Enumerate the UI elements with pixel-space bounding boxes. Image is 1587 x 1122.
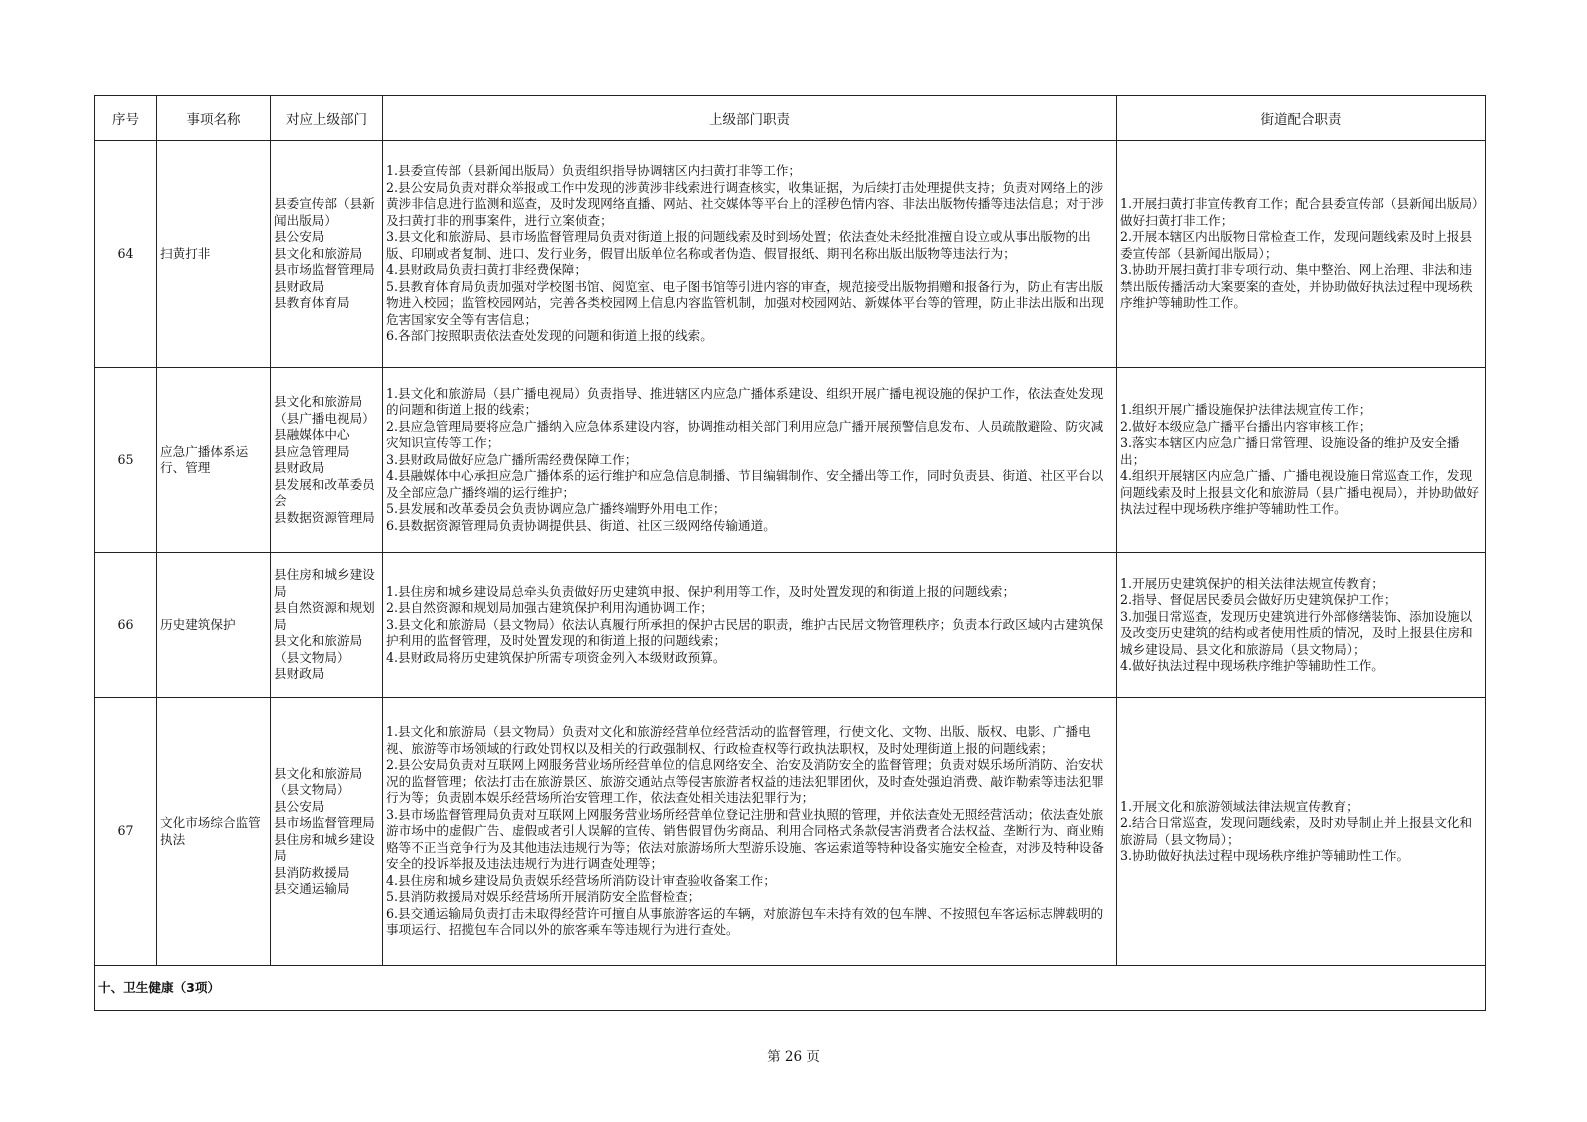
duty-item: 6.县交通运输局负责打击未取得经营许可擅自从事旅游客运的车辆，对旅游包车未持有效的包车牌、不按照包车客运标志牌载明的事项运行、招揽包车合同以外的旅客乘车等违规行为进行查处。 xyxy=(386,905,1104,938)
duty-item: 6.各部门按照职责依法查处发现的问题和街道上报的线索。 xyxy=(386,328,713,344)
header-row xyxy=(95,96,1486,141)
item-name: 文化市场综合监管执法 xyxy=(157,698,271,966)
header-name: 事项名称 xyxy=(157,96,271,141)
coop-item: 1.开展扫黄打非宣传教育工作；配合县委宣传部（县新闻出版局）做好扫黄打非工作； xyxy=(1120,196,1479,228)
table-row xyxy=(95,553,1486,698)
duty-item: 5.县消防救援局对娱乐经营场所开展消防安全监督检查； xyxy=(386,889,701,905)
item-name: 扫黄打非 xyxy=(157,141,271,368)
coop-cell xyxy=(1117,368,1486,553)
duty-item: 3.县市场监督管理局负责对互联网上网服务营业场所经营单位登记注册和营业执照的管理，并依法查处无照经营活动；依法查处旅游市场中的虚假广告、虚假或者引人误解的宣传、销售假冒伪劣商品、利用合同格式条款侵害消费者合法权益、垄断行为、商业贿赂等不正当竞争行为及其他违法违规行为等；依法对旅游场所大型游乐设施、客运索道等特种设备实施安全检查，对涉及特种设备安全的投诉举报及违法违规行为进行调查处理等； xyxy=(386,806,1104,872)
row-number: 66 xyxy=(95,553,157,698)
coop-item: 1.开展历史建筑保护的相关法律法规宣传教育； xyxy=(1120,575,1384,591)
duty-cell xyxy=(383,698,1117,966)
header-no: 序号 xyxy=(95,96,157,141)
header-coop: 街道配合职责 xyxy=(1117,96,1486,141)
duty-item: 2.县应急管理局要将应急广播纳入应急体系建设内容，协调推动相关部门利用应急广播开展预警信息发布、人员疏散避险、防灾减灾知识宣传等工作； xyxy=(386,418,1104,451)
header-duty: 上级部门职责 xyxy=(383,96,1117,141)
duty-item: 1.县住房和城乡建设局总牵头负责做好历史建筑申报、保护利用等工作，及时处置发现的和街道上报的问题线索； xyxy=(386,583,1016,599)
dept-list: 县住房和城乡建设局 县自然资源和规划局 县文化和旅游局（县文物局） 县财政局 xyxy=(271,553,383,698)
duty-cell xyxy=(383,141,1117,368)
coop-item: 1.组织开展广播设施保护法律法规宣传工作； xyxy=(1120,402,1372,418)
duty-item: 6.县数据资源管理局负责协调提供县、街道、社区三级网络传输通道。 xyxy=(386,517,776,533)
duty-item: 4.县融媒体中心承担应急广播体系的运行维护和应急信息制播、节目编辑制作、安全播出等工作，同时负责县、街道、社区平台以及全部应急广播终端的运行维护； xyxy=(386,468,1104,500)
table-row xyxy=(95,698,1486,966)
header-dept: 对应上级部门 xyxy=(271,96,383,141)
row-number: 67 xyxy=(95,698,157,966)
coop-cell xyxy=(1117,141,1486,368)
dept-list: 县文化和旅游局（县文物局） 县公安局 县市场监督管理局 县住房和城乡建设局 县消防救援局 县交通运输局 xyxy=(271,698,383,966)
duty-item: 5.县发展和改革委员会负责协调应急广播终端野外用电工作； xyxy=(386,501,726,517)
coop-item: 2.结合日常巡查，发现问题线索，及时劝导制止并上报县文化和旅游局（县文物局）； xyxy=(1120,815,1473,847)
coop-item: 4.做好执法过程中现场秩序维护等辅助性工作。 xyxy=(1120,658,1384,673)
coop-item: 2.开展本辖区内出版物日常检查工作，发现问题线索及时上报县委宣传部（县新闻出版局）； xyxy=(1120,229,1473,261)
item-name: 应急广播体系运行、管理 xyxy=(157,368,271,553)
duty-table xyxy=(94,95,1486,1011)
coop-item: 1.开展文化和旅游领域法律法规宣传教育； xyxy=(1120,798,1359,814)
coop-cell xyxy=(1117,698,1486,966)
coop-item: 2.指导、督促居民委员会做好历史建筑保护工作； xyxy=(1120,592,1397,607)
coop-item: 3.协助开展扫黄打非专项行动、集中整治、网上治理、非法和违禁出版传播活动大案要案的查处，并协助做好执法过程中现场秩序维护等辅助性工作。 xyxy=(1120,262,1473,311)
duty-item: 3.县文化和旅游局（县文物局）依法认真履行所承担的保护古民居的职责，维护古民居文物管理秩序；负责本行政区域内古建筑保护利用的监督管理，及时处置发现的和街道上报的问题线索； xyxy=(386,616,1104,649)
coop-item: 3.落实本辖区内应急广播日常管理、设施设备的维护及安全播出； xyxy=(1120,435,1460,467)
section-row xyxy=(95,966,1486,1011)
duty-item: 4.县住房和城乡建设局负责娱乐经营场所消防设计审查验收备案工作； xyxy=(386,872,776,888)
page-number: 第 26 页 xyxy=(767,1049,820,1065)
duty-item: 4.县财政局负责扫黄打非经费保障； xyxy=(386,262,587,278)
duty-item: 5.县教育体育局负责加强对学校图书馆、阅览室、电子图书馆等引进内容的审查，规范接受出版物捐赠和报备行为，防止有害出版物进入校园；监管校园网站，完善各类校园网上信息内容监管机制，加强对校园网站、新媒体平台等的管理，防止非法出版和出现危害国家安全等有害信息； xyxy=(386,278,1104,327)
section-title: 十、卫生健康（3项） xyxy=(95,966,1486,1011)
row-number: 65 xyxy=(95,368,157,553)
duty-item: 1.县文化和旅游局（县广播电视局）负责指导、推进辖区内应急广播体系建设、组织开展广播电视设施的保护工作，依法查处发现的问题和街道上报的线索； xyxy=(386,385,1104,418)
dept-list: 县委宣传部（县新闻出版局） 县公安局 县文化和旅游局 县市场监督管理局 县财政局 县教育体育局 xyxy=(271,141,383,368)
coop-item: 2.做好本级应急广播平台播出内容审核工作； xyxy=(1120,418,1372,434)
table-row xyxy=(95,368,1486,553)
dept-list: 县文化和旅游局（县广播电视局） 县融媒体中心 县应急管理局 县财政局 县发展和改革委员会 县数据资源管理局 xyxy=(271,368,383,553)
duty-cell xyxy=(383,553,1117,698)
duty-item: 2.县公安局负责对互联网上网服务营业场所经营单位的信息网络安全、治安及消防安全的监督管理；负责对娱乐场所消防、治安状况的监督管理；依法打击在旅游景区、旅游交通站点等侵害旅游者权益的违法犯罪团伙，及时查处强迫消费、敲诈勒索等违法犯罪行为等；负责剧本娱乐经营场所治安管理工作，依法查处相关违法犯罪行为； xyxy=(386,757,1104,806)
row-number: 64 xyxy=(95,141,157,368)
duty-cell xyxy=(383,368,1117,553)
duty-item: 3.县文化和旅游局、县市场监督管理局负责对街道上报的问题线索及时到场处置；依法查处未经批准擅自设立或从事出版物的出版、印刷或者复制、进口、发行业务，假冒出版单位名称或者伪造、假冒报纸、期刊名称出版出版物等违法行为； xyxy=(386,229,1091,261)
coop-cell xyxy=(1117,553,1486,698)
duty-item: 2.县公安局负责对群众举报或工作中发现的涉黄涉非线索进行调查核实，收集证据，为后续打击处理提供支持；负责对网络上的涉黄涉非信息进行监测和巡查，及时发现网络直播、网站、社交媒体等平台上的淫秽色情内容、非法出版物传播等违法信息；对于涉及扫黄打非的刑事案件，进行立案侦查； xyxy=(386,179,1104,228)
item-name: 历史建筑保护 xyxy=(157,553,271,698)
coop-item: 3.协助做好执法过程中现场秩序维护等辅助性工作。 xyxy=(1120,848,1410,863)
coop-item: 4.组织开展辖区内应急广播、广播电视设施日常巡查工作，发现问题线索及时上报县文化和旅游局（县广播电视局），并协助做好执法过程中现场秩序维护等辅助性工作。 xyxy=(1120,468,1479,517)
table-row xyxy=(95,141,1486,368)
coop-item: 3.加强日常巡查，发现历史建筑进行外部修缮装饰、添加设施以及改变历史建筑的结构或者使用性质的情况，及时上报县住房和城乡建设局、县文化和旅游局（县文物局）； xyxy=(1120,608,1473,657)
duty-item: 3.县财政局做好应急广播所需经费保障工作； xyxy=(386,451,638,467)
duty-item: 1.县委宣传部（县新闻出版局）负责组织指导协调辖区内扫黄打非等工作； xyxy=(386,163,802,179)
duty-item: 4.县财政局将历史建筑保护所需专项资金列入本级财政预算。 xyxy=(386,649,726,665)
duty-item: 2.县自然资源和规划局加强古建筑保护利用沟通协调工作； xyxy=(386,600,713,616)
duty-item: 1.县文化和旅游局（县文物局）负责对文化和旅游经营单位经营活动的监督管理，行使文化、文物、出版、版权、电影、广播电视、旅游等市场领域的行政处罚权以及相关的行政强制权、行政检查权等行政执法职权，及时处理街道上报的问题线索； xyxy=(386,724,1091,756)
